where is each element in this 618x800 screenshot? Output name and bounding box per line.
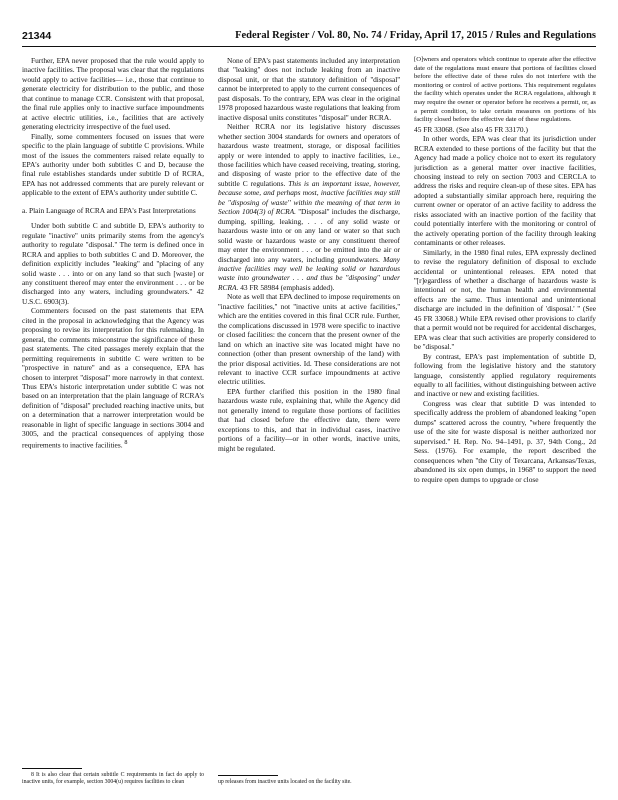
footnote-block: [22, 763, 204, 786]
col3-paragraph-1: In other words, EPA was clear that its jurisdiction under RCRA extended to these portions of the facility but that the Agency had made a policy choice not to exert its regulatory jurisdiction as a general matter over inactive facilities, choosing instead to rely on section 7003 and CERCLA to address the risks and require clean-up of these sites. EPA has adopted a substantially similar approach here, requiring the current owner or operator of an active facility to address the risks associated with an inactive portion of the facility that could potentially interfere with the monitoring or control of the actively operating portion of the facility through leaking contaminants or other releases.: [414, 134, 596, 248]
col3-paragraph-2: Similarly, in the 1980 final rules, EPA expressly declined to revise the regulatory definition of disposal to exclude accidental or unintentional releases. EPA noted that ''[r]egardless of whether a discharge of hazardous waste is intentional or not, the human health and environmental effects are the same. Thus intentional and unintentional discharge are included in the definition of 'disposal.' '' (See 45 FR 33068.) While EPA revised other provisions to clarify that a permit would not be required for accidental discharges, EPA was clear that such activities are properly considered to be ''disposal.'': [414, 247, 596, 352]
col1-paragraph-3: Under both subtitle C and subtitle D, EPA's authority to regulate ''inactive'' units primarily stems from the agency's authority to regulate ''disposal.'' The term is defined once in RCRA and applies to both subtitles C and D. Moreover, the definition explicitly includes ''leaking'' and ''placing of any solid waste . . . into or on any land so that such [waste] or any constituent thereof may enter the environment . . . or be discharged into any waters, including groundwaters.'' 42 U.S.C. 6903(3).: [22, 221, 204, 306]
col1-paragraph-4-text: Commenters focused on the past statements that EPA cited in the proposal in acknowledging that the Agency was proposing to revise its interpretation for this rulemaking. In general, the comments misconstrue the significance of these past statements. The cited passages merely explain that the permitting requirements in subtitle C were written to be ''prospective in nature'' and as a consequence, EPA has chosen to interpret ''disposal'' more narrowly in that context. Thus EPA's historic interpretation under subtitle C was not based on an interpretation that the plain language of RCRA's definition of ''disposal'' precluded reaching inactive units, but on a determination that a narrower interpretation would be reasonable in light of specific language in sections 3004 and 3005, and the practical consequences of applying those requirements to inactive facilities.: [22, 306, 204, 450]
footnote-marker: 8: [124, 439, 128, 446]
col2-paragraph-2-b: ''Disposal'' includes the discharge, dumping, spilling, leaking, . . . of any solid waste or hazardous waste into or on any land or water so that such solid waste or hazardous waste or any constituent thereof may enter the environment . . . or be emitted into the air or discharged into any waters, including groundwaters.: [218, 207, 400, 264]
column-2: [218, 56, 400, 786]
footnote-8: 8 It is also clear that certain subtitle C requirements in fact do apply to inactive units, for example, section 3004(u) requires facilities to clean: [22, 771, 204, 785]
block-quote: [O]wners and operators which continue to operate after the effective date of the regulations must ensure that portions of facilities closed before the effective date of these rules do not interfere with the monitoring or control of active portions. This requirement regulates the facility which operates under the RCRA regulations, although it may require the owner or operator before he receives a permit, or, as a permit condition, to take certain measures on portions of his facility closed before the effective date of these regulations.: [414, 56, 596, 124]
page-number: 21344: [22, 30, 52, 42]
col2-paragraph-4: EPA further clarified this position in the 1980 final hazardous waste rule, explaining that, while the Agency did not generally intend to regulate those portions of facilities that had closed before the effective date, there were exceptions to this, and that in individual cases, inactive portions of a facility—or in other words, inactive units, might be regulated.: [218, 386, 400, 453]
footnote-continuation-block: [218, 770, 400, 786]
col2-emphasis-2: Many inactive facilities may well be leaking solid or hazardous waste into groundwater . . . and thus be ''disposing'' under RCRA.: [218, 254, 400, 292]
col1-paragraph-4: [22, 306, 204, 449]
col2-citation: 43 FR 58984 (emphasis added).: [240, 282, 335, 292]
footnote-rule-2: [218, 775, 278, 776]
col3-paragraph-4: Congress was clear that subtitle D was intended to specifically address the problem of abandoned leaking ''open dumps'' scattered across the country, ''where frequently the use of the site for waste disposal is neither authorized nor supervised.'' H. Rep. No. 94–1491, p. 37, 94th Cong., 2d Sess. (1976). For example, the report described the consequences when ''the City of Texarcana, Arkansas/Texas, abandoned its six open dumps, in 1968'' to support the need to require open dumps to upgrade or close: [414, 398, 596, 484]
col2-emphasis-1: This is an important issue, however, because some, and perhaps most, inactive facilities may still be ''disposing of waste'' within the meaning of that term in Section 1004(3) of RCRA.: [218, 178, 400, 217]
col2-paragraph-2: [218, 122, 400, 292]
footnote-continuation: up releases from inactive units located on the facility site.: [218, 778, 352, 785]
running-title: Federal Register / Vol. 80, No. 74 / Friday, April 17, 2015 / Rules and Regulations: [235, 30, 596, 41]
col2-paragraph-3: Note as well that EPA declined to impose requirements on ''inactive facilities,'' not ''inactive units at active facilities,'' which are the entities covered in this final CCR rule. Further, the complications discussed in 1978 were specific to inactive or closed facilities: the concern that the present owner of the land on which an inactive site was located might have no connection (other than present ownership of the land) with the prior disposal activities. Id. These considerations are not relevant to inactive CCR surface impoundments at active electric utilities.: [218, 292, 400, 387]
col1-subheading: a. Plain Language of RCRA and EPA's Past Interpretations: [22, 205, 196, 215]
header-rule: [22, 46, 596, 47]
footnote-rule: [22, 768, 82, 769]
column-3: [414, 56, 596, 796]
col1-paragraph-1: Further, EPA never proposed that the rule would apply to inactive facilities. The proposal was clear that the regulations would apply to active facilities— i.e., those that continue to generate electricity for distribution to the public, and those that continue to manage CCR. Consistent with that proposal, the final rule applies only to inactive surface impoundments at active electric utilities, i.e., facilities that are actively generating electricity irrespective of the fuel used.: [22, 56, 204, 132]
column-1: [22, 56, 204, 786]
col3-paragraph-3: By contrast, EPA's past implementation of subtitle D, following from the legislative history and the statutory language, consistently applied regulatory requirements equally to all facilities, without distinguishing between active and inactive or new and existing facilities.: [414, 351, 596, 399]
col2-paragraph-1: None of EPA's past statements included any interpretation that ''leaking'' does not include leaking from an inactive disposal unit, or that the statutory definition of ''disposal'' cannot be interpreted to apply to the current consequences of past disposals. To the contrary, EPA was clear in the original 1978 proposed hazardous waste regulations that leaking from inactive disposal units constitutes ''disposal'' under RCRA.: [218, 56, 400, 122]
col2-paragraph-2-a: Neither RCRA nor its legislative history discusses whether section 3004 standards for owners and operators of hazardous waste treatment, storage, or disposal facilities apply or were intended to apply to inactive facilities, i.e., those facilities which have ceased receiving, treating, storing, and disposing of waste prior to the effective date of the subtitle C regulations.: [218, 122, 400, 188]
quote-citation: 45 FR 33068. (See also 45 FR 33170.): [414, 124, 528, 134]
col1-paragraph-2: Finally, some commenters focused on issues that were specific to the plain language of subtitle C provisions. While most of the issues the commenters raised relate equally to EPA's authority under both subtitles C and D, because the final rule establishes standards under subtitle D of RCRA, EPA has not addressed comments that are purely relevant or applicable to the extent of EPA's authority under subtitle C.: [22, 131, 204, 198]
